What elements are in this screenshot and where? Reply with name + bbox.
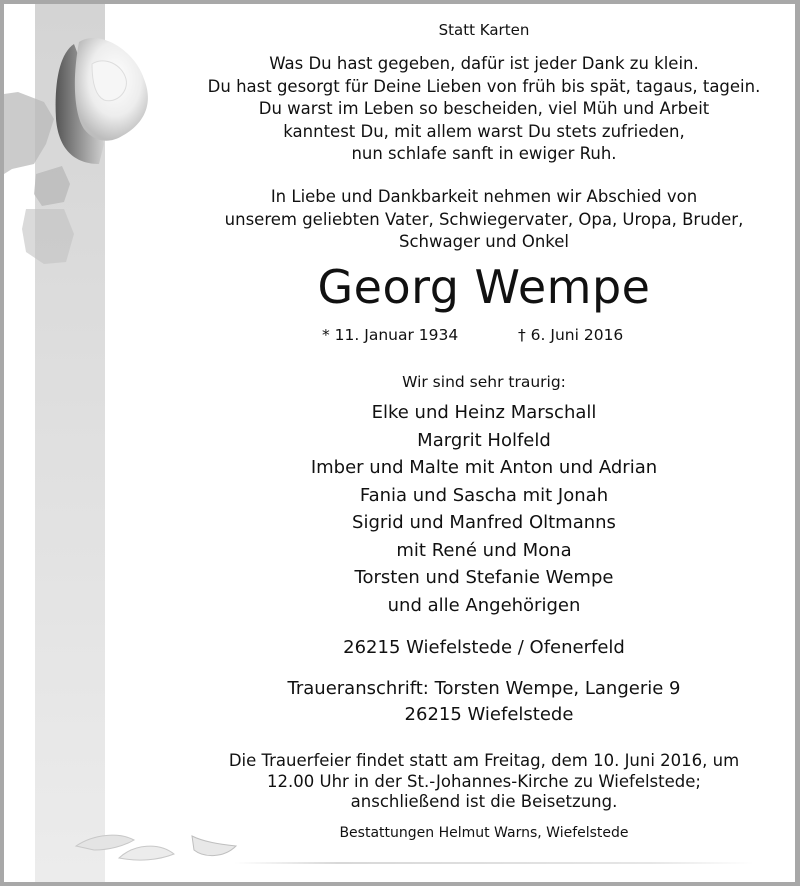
mourner: Torsten und Stefanie Wempe <box>354 567 614 588</box>
poem-line: nun schlafe sanft in ewiger Ruh. <box>351 144 617 163</box>
mourners-list <box>154 399 795 619</box>
undertaker: Bestattungen Helmut Warns, Wiefelstede <box>339 825 629 841</box>
funeral-line: anschließend ist die Beisetzung. <box>350 792 618 811</box>
funeral-line: Die Trauerfeier findet statt am Freitag, dem 10. Juni 2016, um <box>228 751 740 770</box>
mourning-address <box>154 676 795 728</box>
mourner: Sigrid und Manfred Oltmanns <box>352 512 616 533</box>
ground-shadow <box>234 862 754 864</box>
mourner: Elke und Heinz Marschall <box>371 402 597 423</box>
intro-line: unserem geliebten Vater, Schwiegervater, Opa, Uropa, Bruder, <box>224 209 744 229</box>
undertaker-block <box>154 823 795 843</box>
intro <box>154 186 795 254</box>
obituary-notice <box>4 4 795 882</box>
funeral-info <box>154 751 795 813</box>
white-rose-icon <box>4 24 164 264</box>
intro-line: Schwager und Onkel <box>398 232 570 251</box>
location-block <box>154 635 795 661</box>
deceased-name: Georg Wempe <box>317 260 651 314</box>
location: 26215 Wiefelstede / Ofenerfeld <box>343 637 625 658</box>
birth-date: * 11. Januar 1934 <box>322 326 459 344</box>
mourner: Fania und Sascha mit Jonah <box>359 484 609 506</box>
address-line: Traueranschrift: Torsten Wempe, Langerie 9 <box>287 678 681 699</box>
statt-karten: Statt Karten <box>438 21 530 39</box>
intro-line: In Liebe und Dankbarkeit nehmen wir Abschied von <box>270 187 698 206</box>
address-line: 26215 Wiefelstede <box>404 704 574 725</box>
poem-line: Du warst im Leben so bescheiden, viel Müh und Arbeit <box>258 99 710 118</box>
deceased-name-block <box>154 260 795 314</box>
poem-line: Du hast gesorgt für Deine Lieben von früh bis spät, tagaus, tagein. <box>207 76 761 96</box>
mourners-heading: Wir sind sehr traurig: <box>402 373 566 391</box>
mourner: mit René und Mona <box>396 539 572 561</box>
funeral-line: 12.00 Uhr in der St.-Johannes-Kirche zu Wiefelstede; <box>267 771 701 791</box>
poem-line: Was Du hast gegeben, dafür ist jeder Dank zu klein. <box>269 54 699 73</box>
death-date: † 6. Juni 2016 <box>518 326 624 344</box>
header <box>154 20 795 40</box>
poem-line: kanntest Du, mit allem warst Du stets zufrieden, <box>283 121 685 141</box>
mourner: Margrit Holfeld <box>417 429 551 451</box>
poem <box>154 53 795 166</box>
mourner: und alle Angehörigen <box>387 594 581 616</box>
mourner: Imber und Malte mit Anton und Adrian <box>310 457 658 478</box>
mourners-heading-block <box>154 372 795 392</box>
